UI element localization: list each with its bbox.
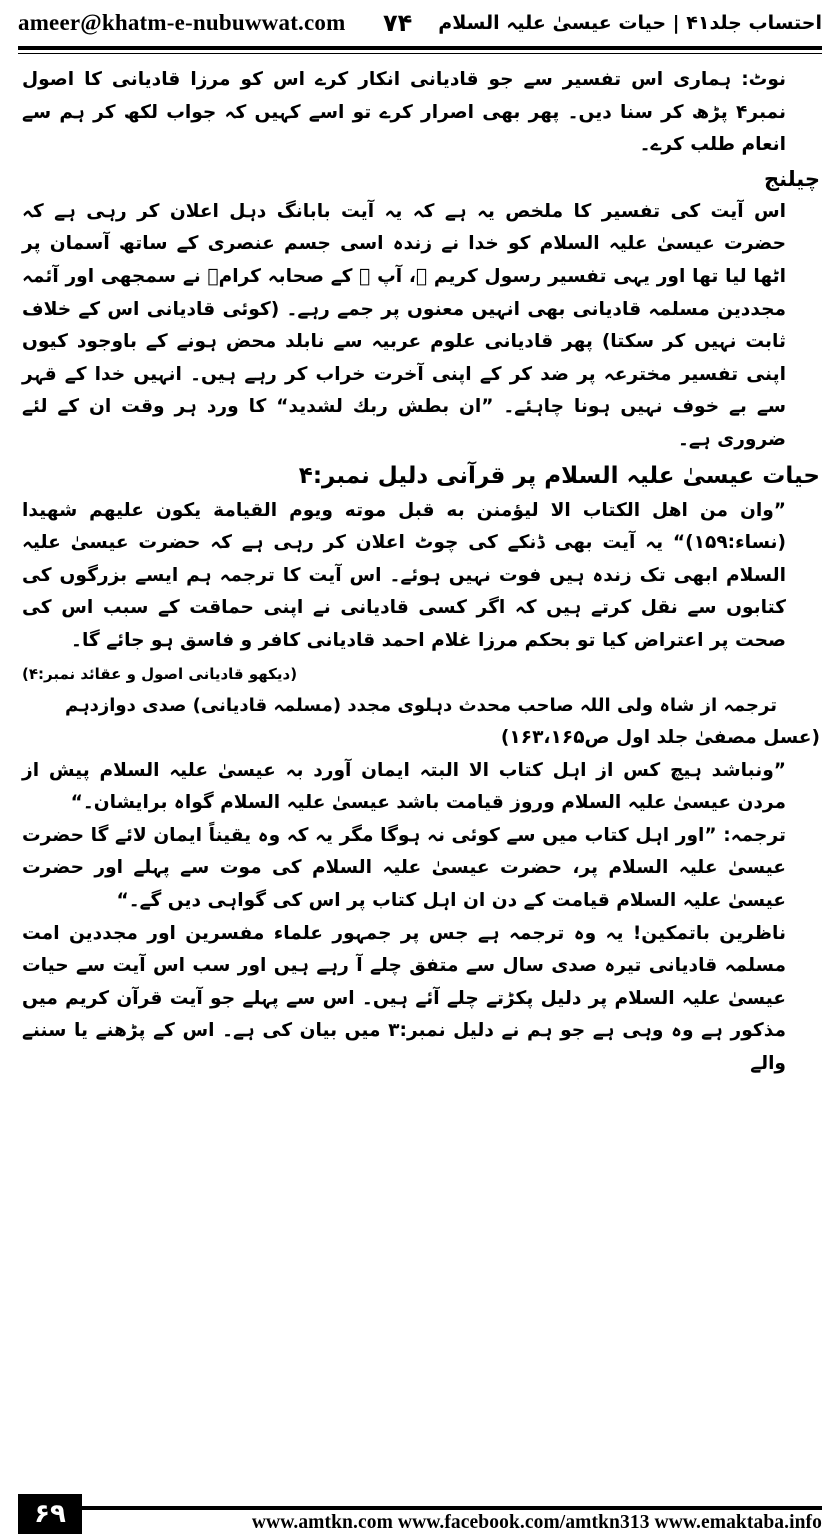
header-right xyxy=(383,9,822,37)
header-title: احتساب جلد۴۱ | حیات عیسیٰ علیہ السلام xyxy=(438,12,822,34)
footer-rule xyxy=(82,1506,822,1510)
page-header xyxy=(18,0,822,46)
challenge-heading: چیلنج xyxy=(764,166,820,191)
reference-line xyxy=(22,658,820,691)
urdu-translation: ترجمہ: ”اور اہل کتاب میں سے کوئی نہ ہوگا مگر یہ کہ وہ یقیناً ایمان لائے گا حضرت عیسیٰ علیہ السلام پر، حضرت عیسیٰ علیہ السلام کی موت سے پہلے اور حضرت عیسیٰ علیہ السلام قیامت کے دن ان اہل کتاب پر اس کی گواہی دیں گے۔“ xyxy=(22,824,786,912)
header-rule xyxy=(18,46,822,54)
verse-paragraph: ”وان من اهل الكتاب الا ليؤمنن به قبل موته ويوم القيامة يكون عليهم شهيدا (نساء:۱۵۹)“ یہ آیت بھی ڈنکے کی چوٹ اعلان کر رہی ہے کہ حضرت عیسیٰ علیہ السلام ابھی تک زندہ ہیں فوت نہیں ہوئے۔ اس آیت کا ترجمہ ہم ایسے بزرگوں کی کتابوں سے نقل کرتے ہیں کہ اگر کسی قادیانی نے اپنی حماقت کے سبب اس کی صحت پر اعتراض کیا تو بحکم مرزا غلام احمد قادیانی کافر و فاسق ہو جائے گا۔ xyxy=(22,499,786,651)
book-reference: (عسل مصفیٰ جلد اول ص۱۶۳،۱۶۵) xyxy=(500,727,820,749)
footer-right xyxy=(82,1494,822,1534)
note-paragraph: نوٹ: ہماری اس تفسیر سے جو قادیانی انکار کرے اس کو مرزا قادیانی کا اصول نمبر۴ پڑھ کر سنا دیں۔ پھر بھی اصرار کرے تو اسے کہیں کہ جواب لکھ کر ہم سے انعام طلب کرے۔ xyxy=(22,69,786,156)
challenge-paragraph: اس آیت کی تفسیر کا ملخص یہ ہے کہ یہ آیت بابانگ دہل اعلان کر رہی ہے کہ حضرت عیسیٰ علیہ السلام کو خدا نے زندہ اسی جسم عنصری کے ساتھ آسمان پر اٹھا لیا تھا اور یہی تفسیر رسول کریم ﷺ، آپ ﷺ کے صحابہ کرامؓ نے سمجھی اور آئمہ مجددین مسلمہ قادیانی بھی انہیں معنوں پر جمے رہے۔ (کوئی قادیانی اس کے خلاف ثابت نہیں کر سکتا) پھر قادیانی علوم عربیہ سے نابلد محض ہونے کے باوجود کیوں اپنی تفسیر مخترعہ پر ضد کر کے اپنی آخرت خراب کر رہے ہیں۔ انہیں خدا کے قہر سے بے خوف نہیں ہونا چاہئے۔ ”ان بطش ربك لشديد“ کا ورد ہر وقت ان کے لئے ضروری ہے۔ xyxy=(22,200,786,450)
evidence-heading: حیات عیسیٰ علیہ السلام پر قرآنی دلیل نمبر:۴ xyxy=(298,462,820,489)
page-body xyxy=(22,64,820,1081)
header-email: ameer@khatm-e-nubuwwat.com xyxy=(18,10,346,35)
page-number: ۶۹ xyxy=(18,1494,82,1534)
closing-paragraph: ناظرین باتمکین! یہ وہ ترجمہ ہے جس پر جمہور علماء مفسرین اور مجددین امت مسلمہ قادیانی تیرہ صدی سال سے متفق چلے آ رہے ہیں اور سب اس آیت سے حیات عیسیٰ علیہ السلام پر دلیل پکڑتے چلے آئے ہیں۔ اس سے پہلے جو آیت قرآن کریم میں مذکور ہے وہ وہی ہے جو ہم نے دلیل نمبر:۳ میں بیان کی ہے۔ اس کے پڑھنے یا سننے والے xyxy=(22,922,786,1075)
header-page-ref: ۷۴ xyxy=(383,9,413,37)
footer-urls[interactable]: www.amtkn.com www.facebook.com/amtkn313 www.emaktaba.info xyxy=(251,1512,822,1533)
persian-translation: ”ونباشد ہیچ کس از اہل کتاب الا البتہ ایمان آورد بہ عیسیٰ علیہ السلام پیش از مردن عیسیٰ علیہ السلام وروز قیامت باشد عیسیٰ علیہ السلام گواہ برایشان۔“ xyxy=(22,759,786,814)
page-footer xyxy=(18,1494,822,1534)
translation-source: ترجمہ از شاہ ولی اللہ صاحب محدث دہلوی مجدد (مسلمہ قادیانی) صدی دوازدہم xyxy=(64,695,777,717)
qadiani-principles-ref: (دیکھو قادیانی اصول و عقائد نمبر:۴) xyxy=(22,664,298,683)
